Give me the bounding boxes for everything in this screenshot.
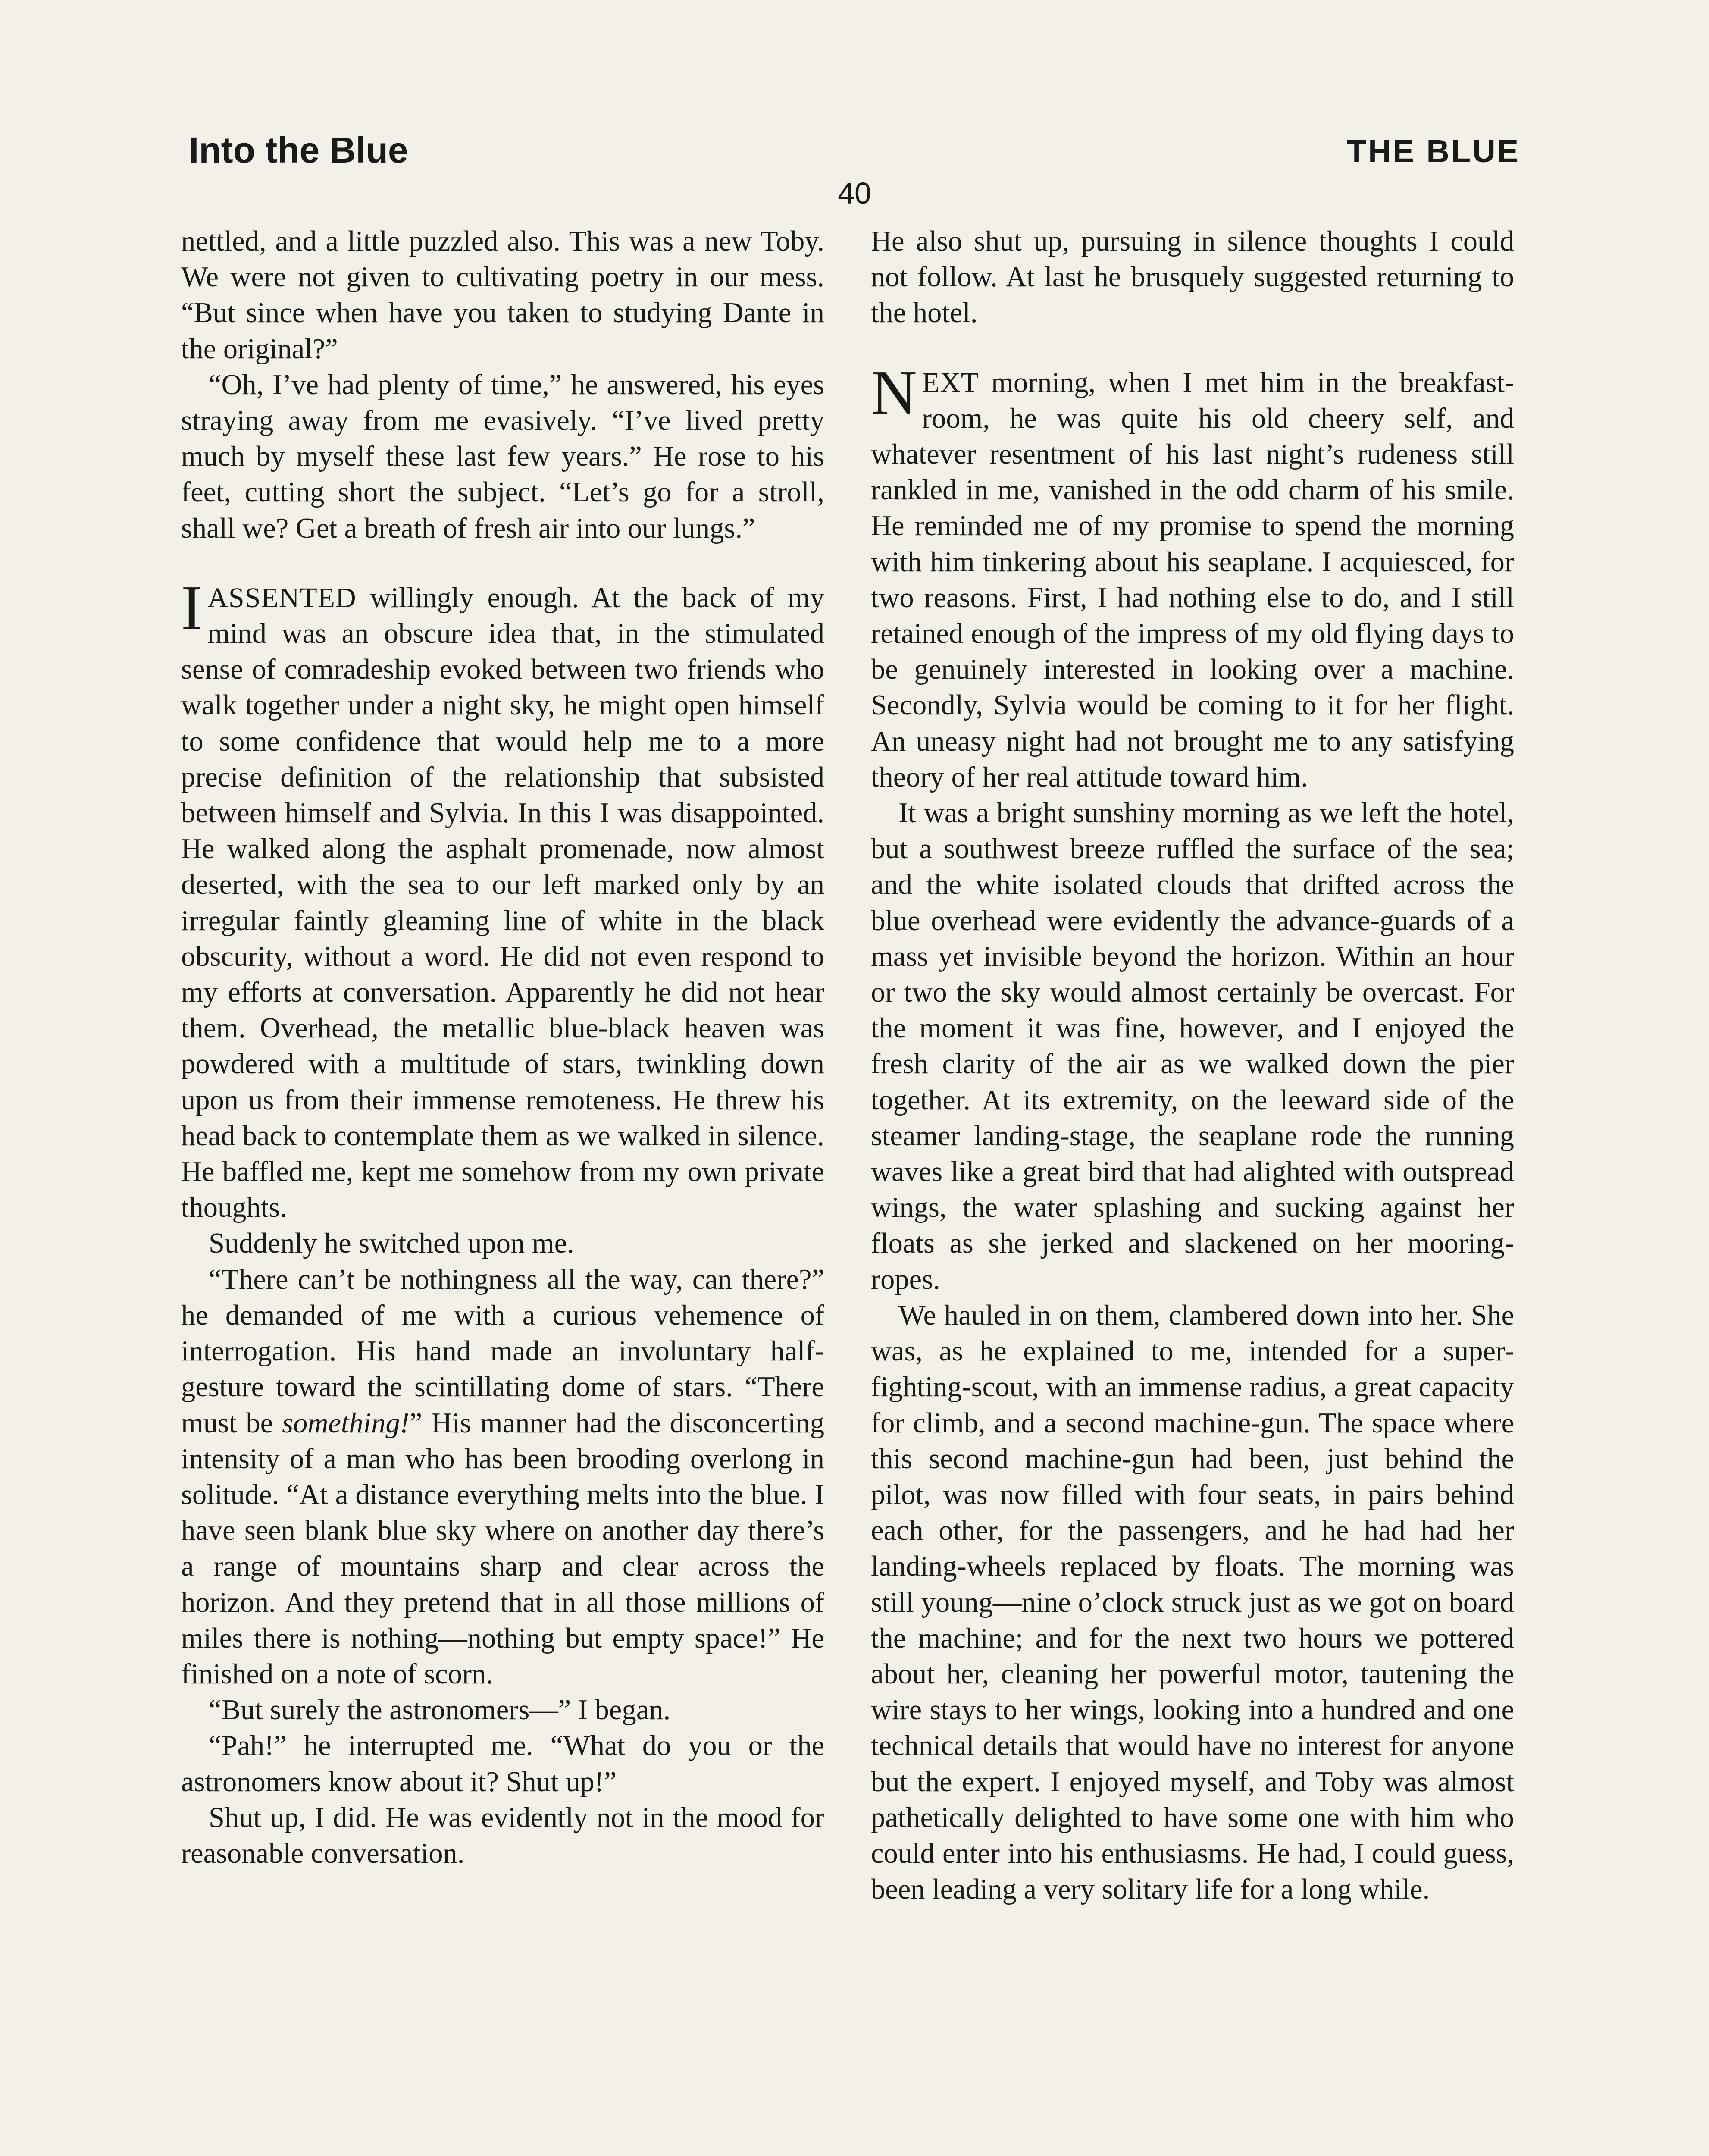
story-title: Into the Blue <box>189 130 408 170</box>
paragraph-text: “There can’t be nothingness all the way, can there?” he demanded of me with a curious vehemence of interrogation. His hand made an involuntary half-gesture toward the scintillating dome of stars. “There must be <box>181 1263 824 1439</box>
drop-cap: I <box>181 572 203 643</box>
magazine-name: THE BLUE <box>1347 133 1520 169</box>
section-paragraph <box>181 572 824 1226</box>
lead-in-word: EXT <box>922 367 979 398</box>
left-column <box>181 223 824 1871</box>
paragraph: Shut up, I did. He was evidently not in the mood for reasonable conversation. <box>181 1802 824 1869</box>
paragraph: “Pah!” he interrupted me. “What do you or the astronomers know about it? Shut up!” <box>181 1730 824 1798</box>
paragraph: He also shut up, pursuing in silence thoughts I could not follow. At last he brusquely suggested returning to the hotel. <box>871 226 1514 329</box>
paragraph: “But surely the astronomers—” I began. <box>209 1694 671 1726</box>
emphasis-text: something! <box>282 1407 410 1439</box>
paragraph <box>181 1262 824 1692</box>
section-paragraph <box>871 357 1514 795</box>
paragraph: We hauled in on them, clambered down into her. She was, as he explained to me, intended for a super-fighting-scout, with an immense radius, a great capacity for climb, and a second machine-gun. The space where this second machine-gun had been, just behind the pilot, was now filled with four seats, in pairs behind each other, for the passengers, and he had had her landing-wheels replaced by floats. The morning was still young—nine o’clock struck just as we got on board the machine; and for the next two hours we pottered about her, cleaning her powerful motor, tautening the wire stays to her wings, looking into a hundred and one technical details that would have no interest for anyone but the expert. I enjoyed myself, and Toby was almost pathetically delighted to have some one with him who could enter into his enthusiasms. He had, I could guess, been leading a very solitary life for a long while. <box>871 1299 1514 1905</box>
drop-cap: N <box>871 357 917 428</box>
lead-in-word: ASSENTED <box>207 582 357 614</box>
paragraph: It was a bright sunshiny morning as we left the hotel, but a southwest breeze ruffled the surface of the sea; and the white isolated clouds that drifted across the blue overhead were evidently the advance-guards of a mass yet invisible beyond the horizon. Within an hour or two the sky would almost certainly be overcast. For the moment it was fine, however, and I enjoyed the fresh clarity of the air as we walked down the pier together. At its extremity, on the leeward side of the steamer landing-stage, the seaplane rode the running waves like a great bird that had alighted with outspread wings, the water splashing and sucking against her floats as she jerked and slackened on her mooring-ropes. <box>871 797 1514 1295</box>
paragraph-text: ” His manner had the disconcerting intensity of a man who has been brooding overlong in solitude. “At a distance everything melts into the blue. I have seen blank blue sky where on another day there’s a range of mountains sharp and clear across the horizon. And they pretend that in all those millions of miles there is nothing—nothing but empty space!” He finished on a note of scorn. <box>181 1407 824 1690</box>
paragraph-text: willingly enough. At the back of my mind was an obscure idea that, in the stimulated sense of comradeship evoked between two friends who walk together under a night sky, he might open himself to some confidence that would help me to a more precise definition of the relationship that subsisted between himself and Sylvia. In this I was disappointed. He walked along the asphalt promenade, now almost deserted, with the sea to our left marked only by an irregular faintly gleaming line of white in the black obscurity, without a word. He did not even respond to my efforts at conversation. Apparently he did not hear them. Overhead, the metallic blue-black heaven was powdered with a multitude of stars, twinkling down upon us from their immense remoteness. He threw his head back to contemplate them as we walked in silence. He baffled me, kept me somehow from my own private thoughts. <box>181 582 824 1224</box>
right-column <box>871 223 1514 1907</box>
paragraph: nettled, and a little puzzled also. This was a new Toby. We were not given to cultivating poetry in our mess. “But since when have you taken to studying Dante in the original?” <box>181 226 824 365</box>
page-number: 40 <box>838 176 871 210</box>
paragraph-text: morning, when I met him in the breakfast-room, he was quite his old cheery self, and whatever resentment of his last night’s rudeness still rankled in me, vanished in the odd charm of his smile. He reminded me of my promise to spend the morning with him tinkering about his seaplane. I acquiesced, for two reasons. First, I had nothing else to do, and I still retained enough of the impress of my old flying days to be genuinely interested in looking over a machine. Secondly, Sylvia would be coming to it for her flight. An uneasy night had not brought me to any satisfying theory of her real attitude toward him. <box>871 367 1514 793</box>
paragraph: Suddenly he switched upon me. <box>209 1228 574 1260</box>
paragraph: “Oh, I’ve had plenty of time,” he answered, his eyes straying away from me evasively. “I’ve lived pretty much by myself these last few years.” He rose to his feet, cutting short the subject. “Let’s go for a stroll, shall we? Get a breath of fresh air into our lungs.” <box>181 369 824 544</box>
